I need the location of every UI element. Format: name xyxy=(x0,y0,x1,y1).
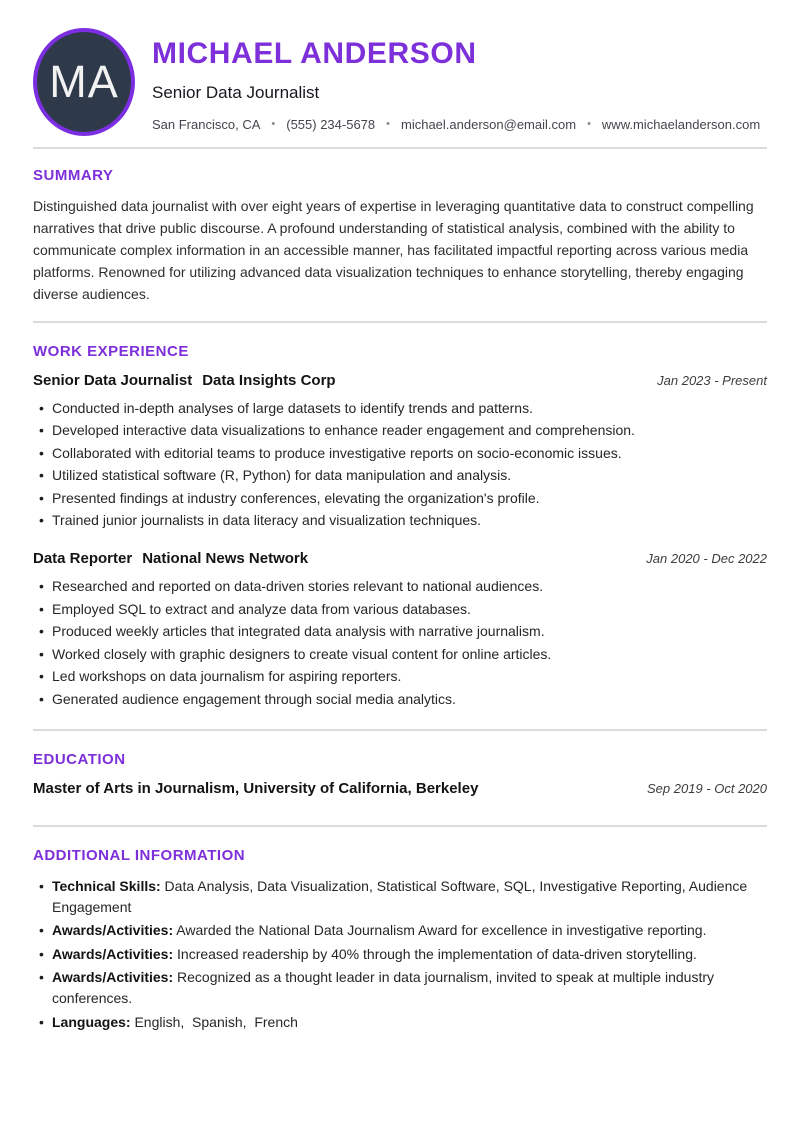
info-text: Awarded the National Data Journalism Award for excellence in investigative reporting. xyxy=(173,922,707,939)
info-label: Awards/Activities: xyxy=(52,945,174,962)
job-bullet: • Worked closely with graphic designers to create visual content for online articles. xyxy=(33,644,767,665)
job-company: Data Insights Corp xyxy=(202,371,336,389)
job-dates: Jan 2020 - Dec 2022 xyxy=(646,551,767,567)
job-bullet: • Conducted in-depth analyses of large datasets to identify trends and patterns. xyxy=(33,398,767,419)
contact-phone: (555) 234-5678 xyxy=(286,116,376,132)
job-bullet: • Developed interactive data visualizations to enhance reader engagement and comprehension. xyxy=(33,420,767,441)
info-text: Data Analysis, Data Visualization, Statistical Software, SQL, Investigative Reporting, Audience Engagement xyxy=(52,877,752,915)
job-bullet: • Employed SQL to extract and analyze data from various databases. xyxy=(33,599,767,620)
job-bullet: • Trained junior journalists in data literacy and visualization techniques. xyxy=(33,510,767,531)
job-header-row xyxy=(33,372,767,389)
job-bullet-list xyxy=(33,398,767,532)
education-dates: Sep 2019 - Oct 2020 xyxy=(647,780,767,796)
bullet-separator-icon: • xyxy=(271,118,276,130)
additional-information-heading: ADDITIONAL INFORMATION xyxy=(33,846,246,864)
contact-email: michael.anderson@email.com xyxy=(401,116,577,132)
education-row xyxy=(33,780,767,797)
info-text: Increased readership by 40% through the implementation of data-driven storytelling. xyxy=(173,945,697,962)
contact-line xyxy=(152,117,767,132)
education-degree: Master of Arts in Journalism, University of California, Berkeley xyxy=(33,779,479,797)
job-bullet: • Researched and reported on data-driven stories relevant to national audiences. xyxy=(33,576,767,597)
job-bullet-list xyxy=(33,576,767,710)
section-divider xyxy=(33,147,767,149)
additional-information-section xyxy=(33,847,767,1033)
additional-info-item xyxy=(33,920,767,941)
info-text: English, Spanish, French xyxy=(130,1013,298,1030)
job-bullet: • Utilized statistical software (R, Python) for data manipulation and analysis. xyxy=(33,465,767,486)
bullet-separator-icon: • xyxy=(587,118,591,130)
job-entry xyxy=(33,372,767,532)
contact-website: www.michaelanderson.com xyxy=(601,116,761,132)
job-bullet: • Produced weekly articles that integrated data analysis with narrative journalism. xyxy=(33,621,767,642)
job-company: National News Network xyxy=(142,550,309,568)
contact-location: San Francisco, CA xyxy=(152,116,261,132)
job-header-row xyxy=(33,550,767,567)
work-experience-section xyxy=(33,343,767,710)
job-title: Data Reporter xyxy=(33,550,133,568)
job-title: Senior Data Journalist xyxy=(33,371,193,389)
summary-section xyxy=(33,167,767,306)
job-entry xyxy=(33,550,767,710)
education-heading: EDUCATION xyxy=(33,750,126,768)
info-text: Recognized as a thought leader in data journalism, invited to speak at multiple industry conferences. xyxy=(52,969,718,1007)
info-label: Languages: xyxy=(52,1013,131,1030)
additional-info-list xyxy=(33,876,767,1033)
avatar-initials: MA xyxy=(49,56,119,107)
additional-info-item xyxy=(33,1012,767,1033)
info-label: Awards/Activities: xyxy=(52,969,174,986)
job-bullet: • Collaborated with editorial teams to produce investigative reports on socio-economic issues. xyxy=(33,443,767,464)
additional-info-item xyxy=(33,944,767,965)
summary-heading: SUMMARY xyxy=(33,167,114,184)
additional-info-item xyxy=(33,967,767,1009)
work-experience-heading: WORK EXPERIENCE xyxy=(33,342,189,360)
header-text xyxy=(152,33,767,132)
additional-info-item xyxy=(33,876,767,918)
job-bullet: • Generated audience engagement through social media analytics. xyxy=(33,689,767,710)
section-divider xyxy=(33,729,767,731)
job-title-company xyxy=(33,550,308,567)
job-bullet: • Presented findings at industry conferences, elevating the organization's profile. xyxy=(33,488,767,509)
bullet-separator-icon: • xyxy=(386,118,390,130)
job-bullet: • Led workshops on data journalism for aspiring reporters. xyxy=(33,666,767,687)
resume-header xyxy=(33,28,767,136)
info-label: Awards/Activities: xyxy=(52,922,174,939)
education-section xyxy=(33,751,767,797)
candidate-name: MICHAEL ANDERSON xyxy=(152,36,477,70)
avatar xyxy=(33,28,135,136)
job-dates: Jan 2023 - Present xyxy=(657,372,767,388)
section-divider xyxy=(33,825,767,827)
job-title-company xyxy=(33,372,336,389)
info-label: Technical Skills: xyxy=(52,877,161,894)
summary-text: Distinguished data journalist with over eight years of expertise in leveraging quantitative data to construct compelling narratives that drive public discourse. A profound understanding of statistical analysis, combined with the ability to communicate complex information in an accessible manner, has facilitated impactful reporting across various media platforms. Renowned for utilizing advanced data visualization techniques to enhance storytelling, thereby engaging diverse audiences. xyxy=(33,198,754,302)
section-divider xyxy=(33,321,767,323)
candidate-title: Senior Data Journalist xyxy=(152,82,320,102)
